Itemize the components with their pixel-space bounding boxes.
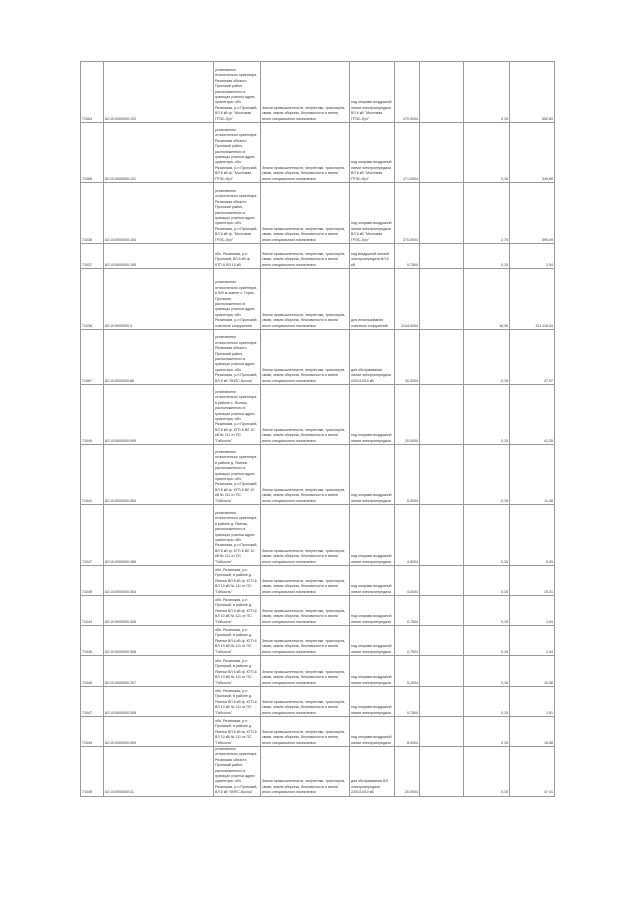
cadastral-number: 62:10:0000000:3 xyxy=(104,269,214,330)
permitted-use: под воздушной линией электропередачи ВЛ 6 кВ xyxy=(350,244,395,269)
table-row xyxy=(81,747,555,797)
cadastral-number: 62:10:0000000:31 xyxy=(104,747,214,797)
tax-rate: 0,15 xyxy=(464,747,510,797)
area: 4,0004 xyxy=(395,566,420,596)
tax-amount: 1,54 xyxy=(510,244,555,269)
table-row xyxy=(81,626,555,656)
area: 5,0004 xyxy=(395,445,420,505)
permitted-use: под опорами воздушной линии электропередачи xyxy=(350,596,395,626)
tax-rate: 0,15 xyxy=(464,596,510,626)
tax-amount: 47,97 xyxy=(510,330,555,385)
tax-amount: 349,89 xyxy=(510,123,555,183)
empty-cell xyxy=(420,244,464,269)
area: 0,7504 xyxy=(395,244,420,269)
empty-cell xyxy=(420,330,464,385)
cadastral-number: 62:10:0000000:165 xyxy=(104,244,214,269)
address: установлено относительно ориентира Рязанская область Пронский район, расположенного в границах участка адрес ориентира: обл. Рязанская, р-н Пронский, ВЛ 6 кВ ф. "Мостовая ГРЭС-Луч" xyxy=(214,62,261,123)
empty-cell xyxy=(420,385,464,445)
row-id: 71064 xyxy=(81,62,104,123)
land-category: Земли промышленности, энергетики, транспорта, связи, земли обороны, безопасности и земли иного специального назначения xyxy=(261,505,350,566)
area: 0,7504 xyxy=(395,687,420,717)
table-row xyxy=(81,183,555,244)
address: установлено относительно ориентира в районе с. Ясенки, расположенного в границах участка адрес ориентира: обл. Рязанская, р-н Пронский, ВЛ 6 кВ ф. КТП-6 ВЛ 10 кВ № 111 от ПС "Гибкость" xyxy=(214,385,261,445)
empty-cell xyxy=(420,596,464,626)
table-row xyxy=(81,566,555,596)
tax-amount: 595,09 xyxy=(510,183,555,244)
tax-rate: 0,15 xyxy=(464,566,510,596)
table-row xyxy=(81,445,555,505)
tax-rate: 0,15 xyxy=(464,123,510,183)
address: обл. Рязанская, р-н Пронский, в районе д. Ясенки ВЛ 6 кВ ф. КТП-6 ВЛ 10 кВ № 111 от ПС "Гибкость" xyxy=(214,717,261,747)
table-row xyxy=(81,596,555,626)
row-id: 71041 xyxy=(81,445,104,505)
row-id: 71047 xyxy=(81,505,104,566)
land-category: Земли промышленности, энергетики, транспорта, связи, земли обороны, безопасности и земли иного специального назначения xyxy=(261,656,350,687)
row-id: 71044 xyxy=(81,596,104,626)
area: 8,0004 xyxy=(395,717,420,747)
empty-cell xyxy=(420,717,464,747)
land-category: Земли промышленности, энергетики, транспорта, связи, земли обороны, безопасности и земли иного специального назначения xyxy=(261,385,350,445)
address: установлено относительно ориентира в районе д. Ясенки, расположенного в границах участка адрес ориентира: обл. Рязанская, р-н Пронский, ВЛ 6 кВ ф. КТП-6 ВЛ 10 кВ № 111 от ПС "Гибкость" xyxy=(214,505,261,566)
permitted-use: под опорами воздушной линии электропередачи xyxy=(350,687,395,717)
tax-amount: 5,09 xyxy=(510,505,555,566)
address: установлено относительно ориентира в 540 м южнее с. Горки-Пронские, расположенного в границах участка адрес ориентира: обл. Рязанская, р-н Пронский, очистные сооружения xyxy=(214,269,261,330)
area: 4,5004 xyxy=(395,505,420,566)
row-id: 71047 xyxy=(81,687,104,717)
area: 30,0004 xyxy=(395,330,420,385)
address: обл. Рязанская, р-н Пронский, в районе д. Ясенки ВЛ 6 кВ ф. КТП-6 ВЛ 10 кВ № 111 от ПС "Гибкость" xyxy=(214,566,261,596)
cadastral-number: 62:10:0000000:164 xyxy=(104,183,214,244)
cadastral-number: 62:10:0000000:308 xyxy=(104,687,214,717)
row-id: 71049 xyxy=(81,717,104,747)
row-id: 71045 xyxy=(81,626,104,656)
table-row xyxy=(81,717,555,747)
address: обл. Рязанская, р-н Пронский, в районе д. Ясенки ВЛ 6 кВ ф. КТП-6 ВЛ 10 кВ № 111 от ПС "Гибкость" xyxy=(214,687,261,717)
tax-amount: 1,54 xyxy=(510,596,555,626)
tax-amount: 10,31 xyxy=(510,566,555,596)
tax-rate: 0,15 xyxy=(464,626,510,656)
cadastral-number: 62:10:0000000:101 xyxy=(104,123,214,183)
permitted-use: под опорами воздушной линии электропередачи xyxy=(350,717,395,747)
area: 5,1004 xyxy=(395,656,420,687)
empty-cell xyxy=(420,505,464,566)
land-category: Земли промышленности, энергетики, транспорта, связи, земли обороны, безопасности и земли иного специального назначения xyxy=(261,269,350,330)
area: 20,0004 xyxy=(395,385,420,445)
empty-cell xyxy=(420,566,464,596)
cadastral-number: 62:10:0000000:306 xyxy=(104,626,214,656)
permitted-use: под опорами воздушной линии электропередачи xyxy=(350,626,395,656)
cadastral-number: 62:10:0000000:304 xyxy=(104,566,214,596)
row-id: 71038 xyxy=(81,269,104,330)
empty-cell xyxy=(420,626,464,656)
permitted-use: под опорами воздушной линии электропередачи ВЛ 6 кВ "Мостовая ГРЭС-Луч" xyxy=(350,183,395,244)
tax-amount: 11,48 xyxy=(510,445,555,505)
tax-rate: 18,36 xyxy=(464,269,510,330)
row-id: 71046 xyxy=(81,656,104,687)
tax-amount: 10,56 xyxy=(510,656,555,687)
address: установлено относительно ориентира Рязанская область Пронский район, расположенного в границах участка адрес ориентира: обл. Рязанская, р-н Пронский, ВЛ 6 кВ "КНПС-Бычок" xyxy=(214,330,261,385)
table-row xyxy=(81,656,555,687)
tax-rate: 0,15 xyxy=(464,62,510,123)
table-row xyxy=(81,62,555,123)
address: установлено относительно ориентира в районе д. Ясенки, расположенного в границах участка адрес ориентира: обл. Рязанская, р-н Пронский, ВЛ 6 кВ ф. КТП-6 ВЛ 10 кВ № 111 от ПС "Гибкость" xyxy=(214,445,261,505)
row-id: 71049 xyxy=(81,385,104,445)
area: 0,7504 xyxy=(395,596,420,626)
tax-amount: 47,41 xyxy=(510,747,555,797)
tax-amount: 41,25 xyxy=(510,385,555,445)
tax-rate: 0,15 xyxy=(464,445,510,505)
land-category: Земли промышленности, энергетики, транспорта, связи, земли обороны, безопасности и земли иного специального назначения xyxy=(261,596,350,626)
land-category: Земли промышленности, энергетики, транспорта, связи, земли обороны, безопасности и земли иного специального назначения xyxy=(261,62,350,123)
table-row xyxy=(81,385,555,445)
land-category: Земли промышленности, энергетики, транспорта, связи, земли обороны, безопасности и земли иного специального назначения xyxy=(261,717,350,747)
address: установлено относительно ориентира Рязанская область Пронский район, расположенного в границах участка адрес ориентира: обл. Рязанская, р-н Пронский, ВЛ 6 кВ ф. "Мостовая ГРЭС-Луч" xyxy=(214,123,261,183)
tax-rate: 0,15 xyxy=(464,656,510,687)
tax-rate: 0,15 xyxy=(464,717,510,747)
cadastral-number: 62:10:0000000:86 xyxy=(104,330,214,385)
area: 270,0004 xyxy=(395,183,420,244)
tax-rate: 0,15 xyxy=(464,385,510,445)
land-category: Земли промышленности, энергетики, транспорта, связи, земли обороны, безопасности и земли иного специального назначения xyxy=(261,244,350,269)
empty-cell xyxy=(420,687,464,717)
permitted-use: под опорами воздушной линии электропередачи xyxy=(350,385,395,445)
tax-rate: 0,15 xyxy=(464,687,510,717)
table-row xyxy=(81,244,555,269)
table-row xyxy=(81,123,555,183)
tax-rate: 0,15 xyxy=(464,244,510,269)
address: обл. Рязанская, р-н Пронский, в районе д. Ясенки ВЛ 6 кВ ф. КТП-6 ВЛ 10 кВ № 111 от ПС "Гибкость" xyxy=(214,656,261,687)
permitted-use: для использования очистных сооружений xyxy=(350,269,395,330)
empty-cell xyxy=(420,747,464,797)
cadastral-number: 62:10:0000000:999 xyxy=(104,385,214,445)
area: 270,0004 xyxy=(395,62,420,123)
row-id: 71067 xyxy=(81,330,104,385)
permitted-use: под опорами воздушной линии электропередачи xyxy=(350,566,395,596)
area: 20,0004 xyxy=(395,747,420,797)
address: обл. Рязанская, р-н Пронский, ВЛ 6 кВ ф. КТП-6 ВЛ 10 кВ xyxy=(214,244,261,269)
empty-cell xyxy=(420,445,464,505)
address: установлено относительно ориентира Рязанская область Пронский район, расположенного в границах участка адрес ориентира: обл. Рязанская, р-н Пронский, ВЛ 6 кВ ф. "Мостовая ГРЭС-Луч" xyxy=(214,183,261,244)
land-category: Земли промышленности, энергетики, транспорта, связи, земли обороны, безопасности и земли иного специального назначения xyxy=(261,687,350,717)
permitted-use: под опорами воздушной линии электропередачи ВЛ 6 кВ "Мостовая ГРЭС-Луч" xyxy=(350,62,395,123)
tax-amount: 16,88 xyxy=(510,717,555,747)
row-id: 71049 xyxy=(81,747,104,797)
land-tax-table xyxy=(80,61,555,797)
address: обл. Рязанская, р-н Пронский, в районе д. Ясенки ВЛ 6 кВ ф. КТП-6 ВЛ 10 кВ № 111 от ПС "Гибкость" xyxy=(214,596,261,626)
cadastral-number: 62:10:0000000:364 xyxy=(104,445,214,505)
permitted-use: для обслуживания линии электропередачи 220/110/10 кВ xyxy=(350,330,395,385)
cadastral-number: 62:10:0000000:307 xyxy=(104,656,214,687)
land-category: Земли промышленности, энергетики, транспорта, связи, земли обороны, безопасности и земли иного специального назначения xyxy=(261,330,350,385)
cadastral-number: 62:10:0000000:365 xyxy=(104,505,214,566)
tax-amount: 121 118,04 xyxy=(510,269,555,330)
address: установлено относительно ориентира Рязанская область Пронский район, расположенного в границах участка адрес ориентира: обл. Рязанская, р-н Пронский, ВЛ 6 кВ "КНПС-Бычок" xyxy=(214,747,261,797)
land-category: Земли промышленности, энергетики, транспорта, связи, земли обороны, безопасности и земли иного специального назначения xyxy=(261,183,350,244)
permitted-use: под опорами воздушной линии электропередачи xyxy=(350,656,395,687)
tax-rate: 2,75 xyxy=(464,183,510,244)
area: 171,0004 xyxy=(395,123,420,183)
address: обл. Рязанская, р-н Пронский, в районе д. Ясенки ВЛ 6 кВ ф. КТП-6 ВЛ 10 кВ № 111 от ПС "Гибкость" xyxy=(214,626,261,656)
land-category: Земли промышленности, энергетики, транспорта, связи, земли обороны, безопасности и земли иного специального назначения xyxy=(261,566,350,596)
tax-amount: 1,51 xyxy=(510,687,555,717)
area: 0,7504 xyxy=(395,626,420,656)
land-category: Земли промышленности, энергетики, транспорта, связи, земли обороны, безопасности и земли иного специального назначения xyxy=(261,123,350,183)
row-id: 71049 xyxy=(81,566,104,596)
permitted-use: под опорами воздушной линии электропередачи xyxy=(350,505,395,566)
empty-cell xyxy=(420,656,464,687)
table-row xyxy=(81,269,555,330)
row-id: 71037 xyxy=(81,244,104,269)
row-id: 71036 xyxy=(81,183,104,244)
tax-amount: 552,84 xyxy=(510,62,555,123)
land-category: Земли промышленности, энергетики, транспорта, связи, земли обороны, безопасности и земли иного специального назначения xyxy=(261,626,350,656)
area: 2144,0004 xyxy=(395,269,420,330)
empty-cell xyxy=(420,62,464,123)
empty-cell xyxy=(420,269,464,330)
tax-rate: 0,15 xyxy=(464,330,510,385)
row-id: 71065 xyxy=(81,123,104,183)
empty-cell xyxy=(420,123,464,183)
table-row xyxy=(81,687,555,717)
tax-rate: 0,15 xyxy=(464,505,510,566)
cadastral-number: 62:10:0000000:102 xyxy=(104,62,214,123)
table-row xyxy=(81,505,555,566)
land-category: Земли промышленности, энергетики, транспорта, связи, земли обороны, безопасности и земли иного специального назначения xyxy=(261,747,350,797)
land-category: Земли промышленности, энергетики, транспорта, связи, земли обороны, безопасности и земли иного специального назначения xyxy=(261,445,350,505)
tax-amount: 1,54 xyxy=(510,626,555,656)
empty-cell xyxy=(420,183,464,244)
permitted-use: для обслуживания ВЛ электропередачи 220/110/10 кВ xyxy=(350,747,395,797)
permitted-use: под опорами воздушной линии электропередачи ВЛ 6 кВ "Мостовая ГРЭС-Луч" xyxy=(350,123,395,183)
table-row xyxy=(81,330,555,385)
permitted-use: под опорами воздушной линии электропередачи xyxy=(350,445,395,505)
cadastral-number: 62:10:0000000:305 xyxy=(104,596,214,626)
cadastral-number: 62:10:0000000:309 xyxy=(104,717,214,747)
